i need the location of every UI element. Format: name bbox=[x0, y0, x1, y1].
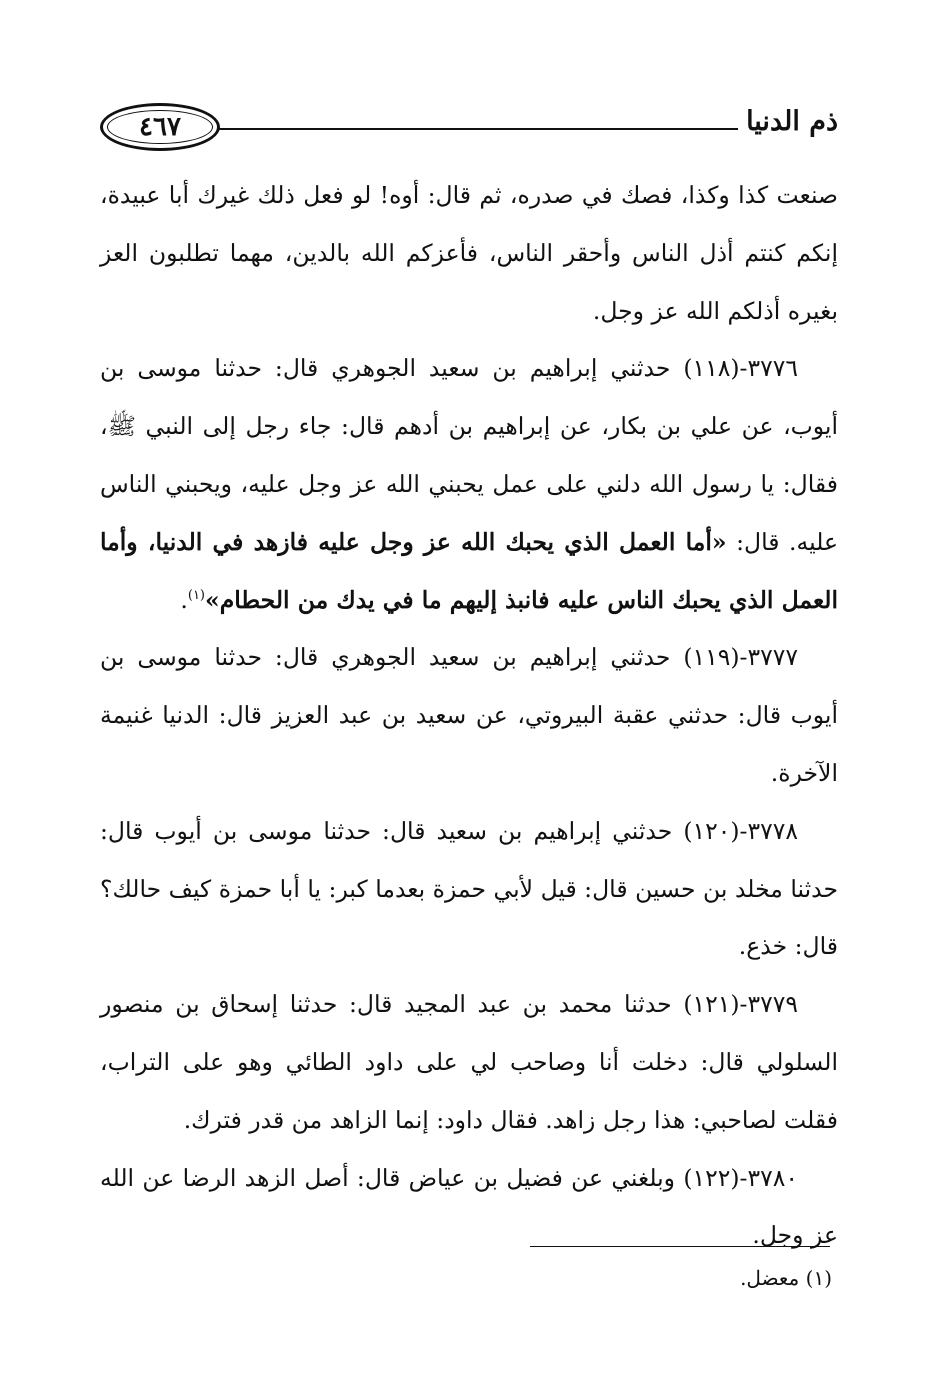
header-rule bbox=[218, 128, 738, 130]
paragraph-3778: ٣٧٧٨-(١٢٠) حدثني إبراهيم بن سعيد قال: حدثنا موسى بن أيوب قال: حدثنا مخلد بن حسين قال: قيل لأبي حمزة بعدما كبر: يا أبا حمزة كيف حالك؟ قال: خذع. bbox=[100, 816, 838, 961]
page-number: ٤٦٧ bbox=[139, 112, 181, 142]
paragraph-end-3776: . bbox=[180, 585, 188, 614]
paragraph-3780: ٣٧٨٠-(١٢٢) وبلغني عن فضيل بن عياض قال: أصل الزهد الرضا عن الله عز وجل. bbox=[100, 1163, 838, 1250]
page-number-frame bbox=[100, 103, 220, 151]
narration-3776: ٣٧٧٦-(١١٨) حدثني إبراهيم بن سعيد الجوهري قال: حدثنا موسى بن أيوب، عن علي بن بكار، عن إبراهيم بن أدهم قال: جاء رجل إلى النبي ﷺ، فقال: يا رسول الله دلني على عمل يحبني الله عز وجل عليه، ويحبني الناس عليه. قال: bbox=[100, 354, 838, 556]
page-header bbox=[100, 98, 838, 160]
footnote-reference: (١) bbox=[187, 587, 205, 603]
running-title: ذم الدنيا bbox=[740, 106, 838, 137]
paragraph-3776 bbox=[100, 340, 838, 629]
body-text bbox=[100, 167, 838, 1265]
hadith-text-3776: «أما العمل الذي يحبك الله عز وجل عليه فازهد في الدنيا، وأما العمل الذي يحبك الناس عليه فانبذ إليهم ما في يدك من الحطام» bbox=[100, 527, 838, 614]
footnote: (١) معضل. bbox=[740, 1266, 832, 1290]
paragraph-3779: ٣٧٧٩-(١٢١) حدثنا محمد بن عبد المجيد قال: حدثنا إسحاق بن منصور السلولي قال: دخلت أنا وصاحب لي على داود الطائي وهو على التراب، فقلت لصاحبي: هذا رجل زاهد. فقال داود: إنما الزاهد من قدر فترك. bbox=[100, 990, 838, 1134]
paragraph-3777: ٣٧٧٧-(١١٩) حدثني إبراهيم بن سعيد الجوهري قال: حدثنا موسى بن أيوب قال: حدثني عقبة البيروتي، عن سعيد بن عبد العزيز قال: الدنيا غنيمة الآخرة. bbox=[100, 643, 838, 787]
footnote-separator bbox=[530, 1246, 830, 1247]
paragraph-intro: صنعت كذا وكذا، فصك في صدره، ثم قال: أوه! لو فعل ذلك غيرك أبا عبيدة، إنكم كنتم أذل الناس وأحقر الناس، فأعزكم الله بالدين، مهما تطلبون العز بغيره أذلكم الله عز وجل. bbox=[100, 181, 838, 325]
